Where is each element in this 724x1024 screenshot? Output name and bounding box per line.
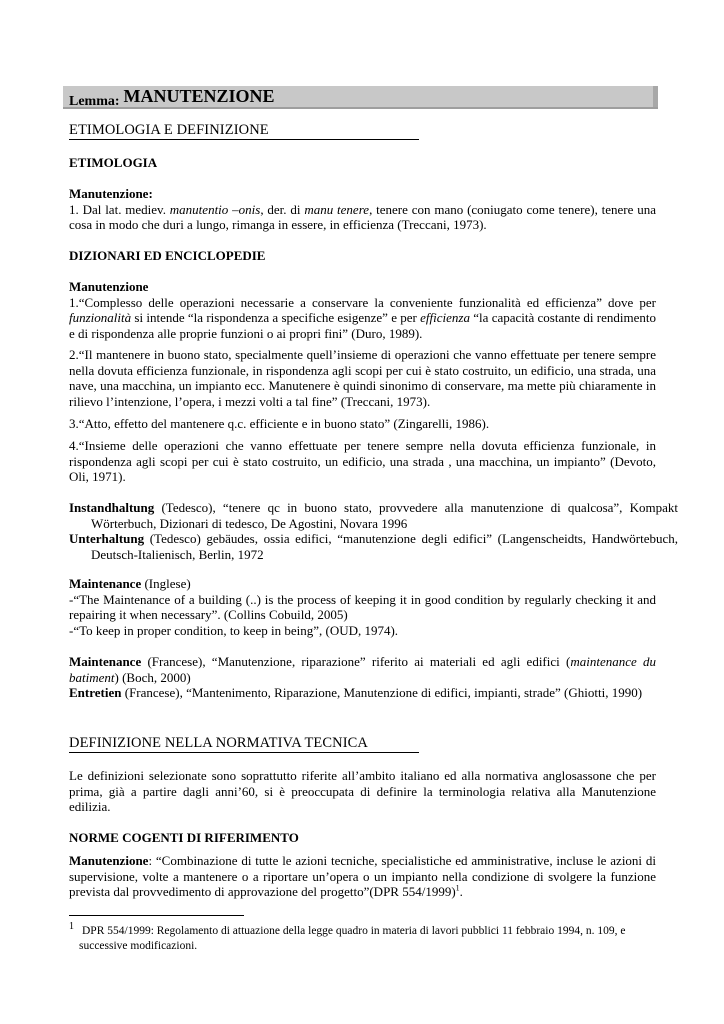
entry-maintenance-en (69, 576, 656, 638)
etim-text-1: 1. Dal lat. mediev. (69, 201, 170, 217)
lang-inglese: (Inglese) (141, 576, 191, 591)
entry-instandhaltung (69, 500, 678, 531)
maintenance-en-heading (69, 576, 656, 592)
section-title-etimologia-definizione: ETIMOLOGIA E DEFINIZIONE (69, 122, 269, 138)
definition-2: 2.“Il mantenere in buono stato, specialmente quell’insieme di operazioni che vanno effettuate per tenere sempre nella dovuta efficienza funzionale, in rispondenza agli scopi per cui è stato costruito, un edificio, una strada, una nave, una macchina, un impianto ecc. Manutenere è quindi sinonimo di conservare, ma mette più chiaramente in rilievo l’intenzione, l’opera, i mezzi volti a tal fine” (Treccani, 1973). (69, 347, 656, 409)
section-rule (69, 139, 419, 140)
etim-text-3: , tenere con mano (coniugato come tenere), tenere una cosa in modo che duri a lungo, rimanga in essere, in efficienza (Treccani, 1973). (69, 201, 657, 232)
etimologia-text (69, 202, 656, 233)
term-unterhaltung: Unterhaltung (69, 531, 145, 546)
term-manutenzione-dpr: Manutenzione (69, 853, 149, 868)
maintenance-en-def-1: -“The Maintenance of a building (..) is the process of keeping it in good condition by regularly checking it and repairing it when necessary”. (Collins Cobuild, 2005) (69, 591, 656, 622)
definition-3: 3.“Atto, effetto del mantenere q.c. efficiente e in buono stato” (Zingarelli, 1986). (69, 416, 490, 431)
footnote-separator (69, 915, 244, 916)
entry-maintenance-fr (69, 654, 656, 685)
footnote-ref[interactable]: 1 (455, 883, 460, 893)
def1-text-c: “la capacità costante di rendimento e di rispondenza alle proprie funzioni o ai propri fini” (Duro, 1989). (69, 310, 657, 341)
footnote-number: 1 (69, 921, 74, 933)
def1-text-b: si intende “la rispondenza a specifiche esigenze” e per (131, 310, 421, 325)
footnote-1 (69, 921, 666, 954)
dizionari-block (69, 279, 656, 341)
term-entretien: Entretien (69, 685, 122, 700)
term-maintenance-fr: Maintenance (69, 654, 142, 669)
footnote-text: DPR 554/1999: Regolamento di attuazione della legge quadro in materia di lavori pubblici 11 febbraio 1994, n. 109, e successive modificazioni. (79, 925, 626, 952)
maintenance-fr-italic: maintenance du batiment (69, 654, 656, 685)
definition-1 (69, 295, 656, 342)
normativa-intro: Le definizioni selezionate sono soprattutto riferite all’ambito italiano ed alla normativa anglosassone che per prima, già a partire dagli anni’60, si è preoccupata di definire la terminologia relativa alla Manutenzione edilizia. (69, 768, 656, 814)
lemma-value: MANUTENZIONE (123, 86, 275, 106)
term-maintenance-en: Maintenance (69, 576, 142, 591)
etim-text-2: , der. di (260, 201, 305, 217)
definition-4: 4.“Insieme delle operazioni che vanno effettuate per tenere sempre nella dovuta efficienza funzionale, in rispondenza agli scopi per cui è stato costruito, un edificio, una strada , una macchina, un impianto” (Devoto, Oli, 1971). (69, 438, 656, 484)
heading-norme-cogenti: NORME COGENTI DI RIFERIMENTO (69, 830, 299, 845)
section-title-normativa: DEFINIZIONE NELLA NORMATIVA TECNICA (69, 735, 368, 751)
lemma-label: Lemma: (69, 94, 120, 109)
entretien-text: (Francese), “Mantenimento, Riparazione, Manutenzione di edifici, impianti, strade” (Ghiotti, 1990) (121, 685, 643, 700)
lemma-title (69, 86, 275, 110)
maintenance-fr-end: ) (Boch, 2000) (114, 669, 191, 685)
dpr-definition-text: : “Combinazione di tutte le azioni tecniche, specialistiche ed amministrative, incluse le azioni di supervisione, volte a mantenere o a riportare un’opera o un impianto nella condizione di svolgere la funzione prevista dal provvedimento di approvazione del progetto”(DPR 554/1999) (69, 853, 656, 899)
etimologia-block (69, 186, 656, 233)
term-manutenzione: Manutenzione: (69, 186, 153, 201)
unterhaltung-text: (Tedesco) gebäudes, ossia edifici, “manutenzione degli edifici” (Langenscheidts, Handwörtebuch, Deutsch-Italienisch, Berlin, 1972 (91, 531, 678, 562)
maintenance-en-def-2: -“To keep in proper condition, to keep in being”, (OUD, 1974). (69, 622, 399, 638)
entry-unterhaltung (69, 531, 678, 562)
term-manutenzione-diz: Manutenzione (69, 279, 149, 294)
lemma-header-bar (63, 86, 658, 109)
etim-italic-2: manu tenere (304, 201, 370, 217)
entry-manutenzione-dpr: Manutenzione: “Combinazione di tutte le azioni tecniche, specialistiche ed amministrative, incluse le azioni di supervisione, volte a mantenere o a riportare un’opera o un impianto nella condizione di svolgere la funzione prevista dal provvedimento di approvazione del progetto”(DPR 554/1999)$^1$. (69, 853, 656, 899)
etim-italic-1: manutentio –onis (169, 201, 261, 217)
heading-dizionari: DIZIONARI ED ENCICLOPEDIE (69, 248, 266, 263)
entry-entretien (69, 685, 656, 701)
def1-italic-2: efficienza (420, 310, 470, 325)
def1-text-a: 1.“Complesso delle operazioni necessarie a conservare la conveniente funzionalità ed efficienza” dove per (69, 294, 656, 310)
maintenance-fr-text: (Francese), “Manutenzione, riparazione” riferito ai materiali ed agli edifici ( (141, 654, 571, 669)
term-instandhaltung: Instandhaltung (69, 500, 155, 515)
instandhaltung-text: (Tedesco), “tenere qc in buono stato, provvedere alla manutenzione di qualcosa”, Kompakt Wörterbuch, Dizionari di tedesco, De Agostini, Novara 1996 (91, 500, 678, 531)
def1-italic-1: funzionalità (69, 310, 132, 325)
section-rule (69, 752, 419, 753)
heading-etimologia: ETIMOLOGIA (69, 155, 158, 170)
lemma-bar-end (653, 86, 658, 107)
